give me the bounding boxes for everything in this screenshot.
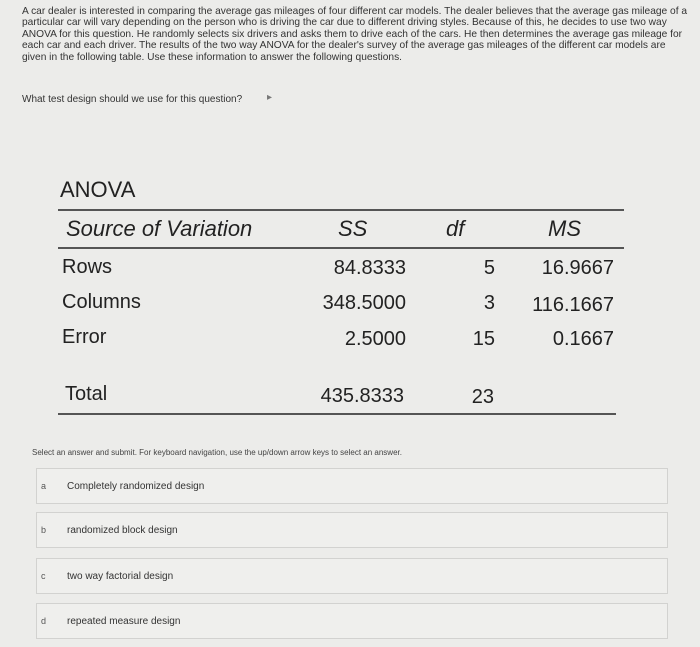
option-letter: c — [41, 571, 46, 581]
table-header-rule — [58, 247, 624, 249]
row-ss: 2.5000 — [344, 328, 406, 350]
total-source: Total — [65, 383, 108, 405]
row-df: 3 — [483, 292, 495, 314]
row-source: Error — [62, 326, 107, 348]
option-d[interactable] — [36, 603, 668, 639]
option-label: repeated measure design — [67, 616, 181, 627]
cursor-mark: ▸ — [267, 92, 273, 103]
anova-title: ANOVA — [60, 177, 136, 202]
option-b[interactable] — [36, 512, 668, 548]
row-df: 15 — [472, 328, 495, 350]
total-ss: 435.8333 — [320, 385, 404, 407]
row-ms: 0.1667 — [552, 328, 614, 350]
row-ms: 116.1667 — [532, 294, 614, 316]
select-instructions: Select an answer and submit. For keyboard navigation, use the up/down arrow keys to select an answer. — [32, 448, 402, 457]
header-ms: MS — [548, 216, 581, 241]
option-letter: a — [41, 481, 47, 491]
row-ms: 16.9667 — [541, 257, 614, 279]
total-df: 23 — [471, 386, 494, 408]
option-a[interactable] — [36, 468, 668, 504]
option-c[interactable] — [36, 558, 668, 594]
header-source: Source of Variation — [66, 216, 253, 241]
option-label: randomized block design — [67, 525, 178, 536]
header-ss: SS — [338, 216, 368, 241]
row-ss: 348.5000 — [322, 292, 406, 314]
question-prompt: What test design should we use for this question? — [22, 94, 243, 105]
row-ss: 84.8333 — [333, 257, 406, 279]
option-label: Completely randomized design — [67, 481, 205, 492]
header-df: df — [446, 216, 465, 241]
option-letter: d — [41, 616, 47, 626]
question-text: A car dealer is interested in comparing the average gas mileages of four different car models. The dealer believes that the average gas mileage of a particular car will vary depending on the person who is driving the car due to different driving styles. Because of this, he decides to use two way ANOVA for this question. He randomly selects six drivers and asks them to drive each of the cars. He then determines the average gas mileage for each car and each driver. The results of the two way ANOVA for the dealer's survey of the average gas mileages of the different car models are given in the following table. Use these information to answer the following questions. — [22, 6, 688, 63]
option-label: two way factorial design — [67, 571, 174, 582]
table-bottom-rule — [58, 413, 616, 415]
row-source: Rows — [62, 256, 113, 278]
row-df: 5 — [483, 257, 495, 279]
table-top-rule — [58, 209, 624, 211]
row-source: Columns — [62, 291, 141, 313]
option-letter: b — [41, 525, 47, 535]
